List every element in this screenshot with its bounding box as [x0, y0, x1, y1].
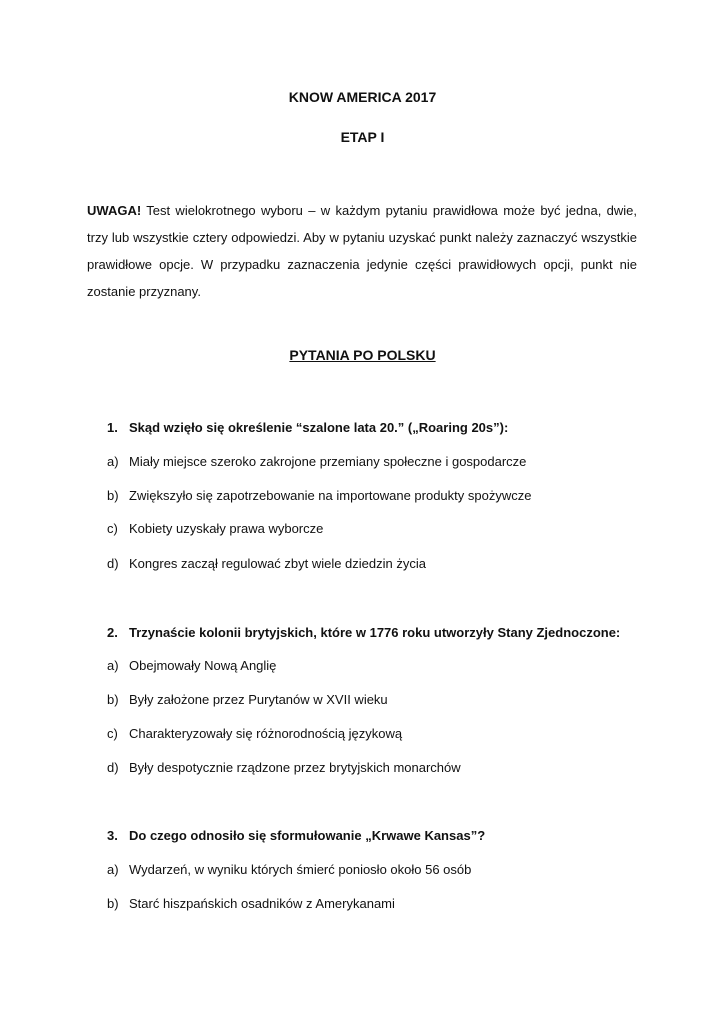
question-number: 1.: [107, 420, 118, 435]
option-text: Były despotycznie rządzone przez brytyjskich monarchów: [129, 760, 461, 775]
question-text: Skąd wzięło się określenie “szalone lata 20.” („Roaring 20s”):: [129, 420, 509, 435]
question-2-option-a: [107, 658, 276, 673]
question-1-option-a: [107, 454, 526, 469]
option-text: Zwiększyło się zapotrzebowanie na importowane produkty spożywcze: [129, 488, 532, 503]
question-1: [107, 420, 508, 435]
question-number: 3.: [107, 828, 118, 843]
section-title: PYTANIA PO POLSKU: [289, 347, 436, 363]
notice-paragraph: [87, 197, 637, 305]
question-3: [107, 828, 485, 843]
question-3-option-b: [107, 896, 395, 911]
option-text: Były założone przez Purytanów w XVII wieku: [129, 692, 388, 707]
question-1-option-b: [107, 488, 531, 503]
option-text: Kobiety uzyskały prawa wyborcze: [129, 521, 324, 536]
question-2-option-d: [107, 760, 461, 775]
question-2-option-c: [107, 726, 402, 741]
option-letter: c): [107, 726, 118, 741]
option-letter: a): [107, 862, 119, 877]
document-title: KNOW AMERICA 2017: [288, 89, 437, 105]
option-letter: b): [107, 692, 119, 707]
option-text: Obejmowały Nową Anglię: [129, 658, 277, 673]
question-3-option-a: [107, 862, 471, 877]
question-text: Do czego odnosiło się sformułowanie „Krwawe Kansas”?: [129, 828, 486, 843]
notice-text: Test wielokrotnego wyboru – w każdym pytaniu prawidłowa może być jedna, dwie, trzy lub wszystkie cztery odpowiedzi. Aby w pytaniu uzyskać punkt należy zaznaczyć wszystkie prawidłowe opcje. W przypadku zaznaczenia jedynie części prawidłowych opcji, punkt nie zostanie przyznany.: [87, 203, 637, 299]
notice-label: UWAGA!: [87, 203, 142, 218]
option-text: Starć hiszpańskich osadników z Amerykanami: [129, 896, 395, 911]
question-text: Trzynaście kolonii brytyjskich, które w 1776 roku utworzyły Stany Zjednoczone:: [129, 625, 621, 640]
option-letter: a): [107, 454, 119, 469]
option-letter: c): [107, 521, 118, 536]
question-2: [107, 625, 620, 640]
option-text: Charakteryzowały się różnorodnością językową: [129, 726, 403, 741]
option-letter: b): [107, 488, 119, 503]
option-letter: d): [107, 556, 119, 571]
option-text: Kongres zaczął regulować zbyt wiele dziedzin życia: [129, 556, 426, 571]
option-text: Miały miejsce szeroko zakrojone przemiany społeczne i gospodarcze: [129, 454, 527, 469]
option-letter: b): [107, 896, 119, 911]
question-2-option-b: [107, 692, 388, 707]
option-text: Wydarzeń, w wyniku których śmierć poniosło około 56 osób: [129, 862, 472, 877]
option-letter: d): [107, 760, 119, 775]
question-number: 2.: [107, 625, 118, 640]
document-subtitle: ETAP I: [340, 129, 385, 145]
question-1-option-c: [107, 521, 323, 536]
option-letter: a): [107, 658, 119, 673]
question-1-option-d: [107, 556, 426, 571]
